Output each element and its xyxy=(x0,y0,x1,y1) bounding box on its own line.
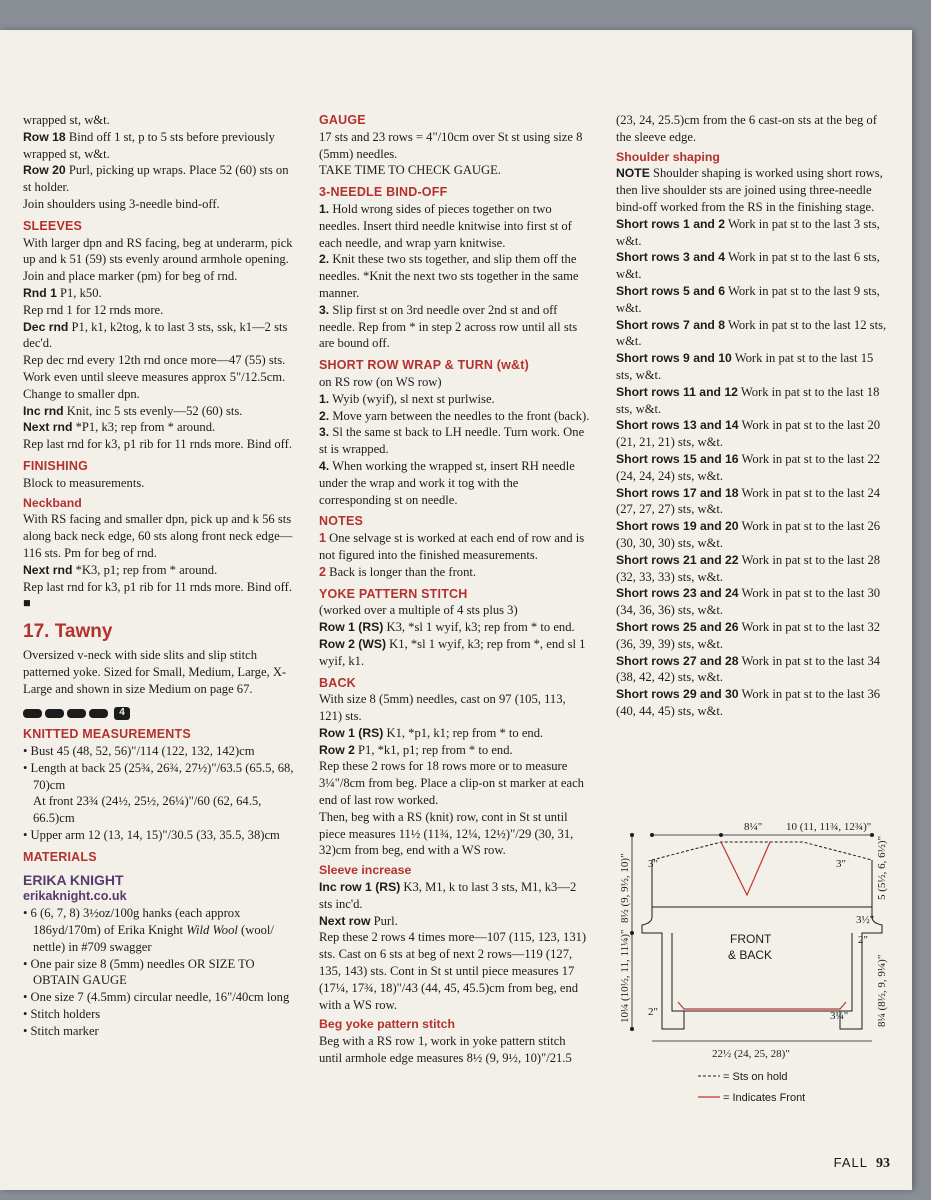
magazine-page xyxy=(0,30,912,1190)
dim-dot xyxy=(870,833,874,837)
dim-label-top-1: 8¼" xyxy=(744,821,763,833)
measurement-item: At front 23¾ (24½, 25½, 26¼)"/60 (62, 64.5, 66.5)cm xyxy=(33,794,262,826)
row-text: Knit, inc 5 sts evenly—52 (60) sts. xyxy=(63,403,243,418)
paragraph: With larger dpn and RS facing, beg at underarm, pick up and k 51 (59) sts evenly around armhole opening. Join and place marker (pm) for beg of rnd. xyxy=(23,235,293,284)
dim-label-right-mid1: 3½" xyxy=(856,914,875,926)
short-row-instruction xyxy=(616,552,890,586)
row-instruction xyxy=(23,419,295,436)
pattern-title: 17. Tawny xyxy=(23,621,113,643)
short-row-text: Work in pat st to the last 12 sts, w&t. xyxy=(616,317,887,349)
row-label: Row 2 (WS) xyxy=(319,636,387,651)
step xyxy=(319,458,591,508)
measurement-item: • Upper arm 12 (13, 14, 15)"/30.5 (33, 35.5, 38)cm xyxy=(23,828,280,843)
subheading-neckband: Neckband xyxy=(23,495,82,510)
section-heading-wrap-and-turn: SHORT ROW WRAP & TURN (w&t) xyxy=(319,358,530,373)
short-row-label: Short rows 23 and 24 xyxy=(616,586,739,601)
row-text: K3, M1, k to last 3 sts, M1, k3—2 sts inc'd. xyxy=(319,880,577,911)
short-row-text: Work in pat st to the last 30 (34, 36, 36) sts, w&t. xyxy=(616,586,881,618)
row-text: Bind off 1 st, p to 5 sts before previously wrapped st, w&t. xyxy=(23,129,275,161)
step xyxy=(319,391,591,408)
row-text: K1, *p1, k1; rep from * to end. xyxy=(383,725,544,740)
section-heading-gauge: GAUGE xyxy=(319,113,366,127)
yarn-brand: ERIKA KNIGHT xyxy=(23,871,124,888)
step-number: 2. xyxy=(319,252,330,267)
note-label: NOTE xyxy=(616,166,650,181)
row-instruction xyxy=(319,879,591,913)
row-label: Dec rnd xyxy=(23,319,69,334)
short-row-label: Short rows 9 and 10 xyxy=(616,351,732,366)
note-number: 2 xyxy=(319,564,327,579)
row-label: Rnd 1 xyxy=(23,285,57,300)
diagram-label-back: & BACK xyxy=(728,948,773,962)
material-item: • Stitch holders xyxy=(23,1007,101,1022)
paragraph: (23, 24, 25.5)cm from the 6 cast-on sts at the beg of the sleeve edge. xyxy=(616,113,877,144)
subheading-sleeve-increase: Sleeve increase xyxy=(319,863,412,878)
subheading-beg-yoke: Beg yoke pattern stitch xyxy=(319,1017,455,1032)
section-heading-sleeves: SLEEVES xyxy=(23,218,83,233)
legend-sts-on-hold: = Sts on hold xyxy=(723,1071,788,1083)
row-instruction xyxy=(23,129,295,163)
material-item: • Stitch marker xyxy=(23,1023,99,1038)
paragraph: (worked over a multiple of 4 sts plus 3) xyxy=(319,603,518,618)
row-instruction xyxy=(319,725,591,742)
short-row-label: Short rows 25 and 26 xyxy=(616,619,739,634)
short-row-instruction xyxy=(616,350,890,384)
row-instruction xyxy=(23,562,295,579)
dim-label-right-low: 3¼" xyxy=(830,1010,849,1022)
skill-bar xyxy=(23,709,42,718)
paragraph: Then, beg with a RS (knit) row, cont in St st until piece measures 11½ (11¾, 12¼, 12½)"/29 (30, 31, 32)cm from beg, end with a WS row. xyxy=(319,809,574,858)
dim-label-right-top: 5 (5½, 6, 6½)" xyxy=(876,835,888,900)
skill-bar xyxy=(45,709,64,718)
short-row-label: Short rows 11 and 12 xyxy=(616,384,738,399)
short-row-text: Work in pat st to the last 36 (40, 44, 45) sts, w&t. xyxy=(616,687,881,718)
note xyxy=(616,165,890,215)
section-heading-knitted-measurements: KNITTED MEASUREMENTS xyxy=(23,727,191,742)
paragraph: Rep these 2 rows for 18 rows more or to measure 3¼"/8cm from beg. Place a clip-on st marker at each end of last row worked. xyxy=(319,759,584,808)
row-instruction xyxy=(23,285,295,302)
short-row-label: Short rows 3 and 4 xyxy=(616,250,726,265)
step xyxy=(319,251,591,301)
step-text: Hold wrong sides of pieces together on two needles. Insert third needle knitwise into first st of each needle, and wrap yarn knitwise. xyxy=(319,201,572,250)
short-row-text: Work in pat st to the last 20 (21, 21, 21) sts, w&t. xyxy=(616,418,881,450)
column-2 xyxy=(319,112,591,1067)
row-label: Row 1 (RS) xyxy=(319,620,384,635)
row-label: Next rnd xyxy=(23,420,73,435)
dim-label-top-2: 10 (11, 11¾, 12¾)" xyxy=(786,821,872,833)
row-label: Row 20 xyxy=(23,163,66,178)
schematic-diagram xyxy=(610,815,895,1145)
short-row-text: Work in pat st to the last 6 sts, w&t. xyxy=(616,250,880,282)
row-text: K1, *sl 1 wyif, k3; rep from *, end sl 1 wyif, k1. xyxy=(319,636,586,668)
front-v-neck xyxy=(721,842,770,895)
paragraph: Rep last rnd for k3, p1 rib for 11 rnds more. Bind off. ■ xyxy=(23,579,292,611)
dim-label-left-2: 2" xyxy=(648,1006,658,1018)
dim-label-shoulder-left: 3" xyxy=(648,858,658,870)
row-text: P1, k50. xyxy=(56,285,102,300)
paragraph: Rep rnd 1 for 12 rnds more. xyxy=(23,302,164,317)
short-row-text: Work in pat st to the last 18 sts, w&t. xyxy=(616,384,880,416)
short-row-label: Short rows 19 and 20 xyxy=(616,519,739,534)
row-text: P1, *k1, p1; rep from * to end. xyxy=(354,742,513,757)
footer-season: FALL xyxy=(833,1155,868,1170)
page-number: 93 xyxy=(876,1156,890,1171)
short-row-text: Work in pat st to the last 24 (27, 27, 27) sts, w&t. xyxy=(616,485,881,517)
step-text: When working the wrapped st, insert RH needle under the wrap and work it tog with the corresponding st on needle. xyxy=(319,458,575,507)
short-row-text: Work in pat st to the last 3 sts, w&t. xyxy=(616,216,880,248)
row-text: *P1, k3; rep from * around. xyxy=(72,420,216,435)
dim-label-bottom: 22½ (24, 25, 28)" xyxy=(712,1048,790,1060)
paragraph: With RS facing and smaller dpn, pick up and k 56 sts along back neck edge, 60 sts along front neck edge—116 sts. Pm for beg of rnd. xyxy=(23,512,293,560)
section-heading-materials: MATERIALS xyxy=(23,849,97,864)
paragraph: TAKE TIME TO CHECK GAUGE. xyxy=(319,163,501,178)
row-instruction xyxy=(319,636,591,670)
step-text: Sl the same st back to LH needle. Turn work. One st is wrapped. xyxy=(319,425,585,457)
short-row-label: Short rows 5 and 6 xyxy=(616,283,726,298)
row-label: Inc row 1 (RS) xyxy=(319,880,401,895)
text-line: wrapped st, w&t. xyxy=(23,113,110,127)
short-row-instruction xyxy=(616,485,890,519)
paragraph: on RS row (on WS row) xyxy=(319,374,442,389)
short-row-label: Short rows 15 and 16 xyxy=(616,451,739,466)
short-row-label: Short rows 21 and 22 xyxy=(616,552,739,567)
short-row-instruction xyxy=(616,384,890,418)
dim-label-left-lower: 10¼ (10½, 11, 11¼)" xyxy=(619,929,631,1023)
step xyxy=(319,302,591,352)
section-heading-back: BACK xyxy=(319,675,356,690)
short-row-instruction xyxy=(616,283,890,317)
row-text: Purl. xyxy=(370,913,398,928)
dim-label-right-side: 8¼ (8½, 9, 9¼)" xyxy=(876,954,888,1027)
material-item: • One pair size 8 (5mm) needles OR SIZE TO OBTAIN GAUGE xyxy=(23,956,255,988)
short-row-instruction xyxy=(616,317,890,351)
short-row-text: Work in pat st to the last 9 sts, w&t. xyxy=(616,283,880,315)
yarn-name: Wild Wool xyxy=(186,923,238,938)
note-text: Back is longer than the front. xyxy=(326,564,477,579)
row-instruction xyxy=(319,913,591,930)
short-row-label: Short rows 13 and 14 xyxy=(616,418,739,433)
row-label: Row 18 xyxy=(23,129,66,144)
dim-dot xyxy=(630,833,634,837)
step xyxy=(319,201,591,251)
step-text: Knit these two sts together, and slip them off the needles. *Knit the next two sts together in the same manner. xyxy=(319,252,579,300)
material-item: • One size 7 (4.5mm) circular needle, 16"/40cm long xyxy=(23,990,290,1005)
step xyxy=(319,408,591,425)
paragraph: Rep these 2 rows 4 times more—107 (115, 123, 131) sts. Cast on 6 sts at beg of next 2 rows—119 (127, 135, 143) sts. Cont in St st until piece measures 17 (17¼, 17¾, 18)"/43 (44, 45, 45.5)cm from beg, end with a WS row. xyxy=(319,930,587,1012)
dim-dot xyxy=(630,1027,634,1031)
short-row-label: Short rows 27 and 28 xyxy=(616,653,739,668)
note xyxy=(319,564,591,581)
legend-indicates-front: = Indicates Front xyxy=(723,1092,806,1104)
step-number: 2. xyxy=(319,408,330,423)
note xyxy=(319,530,591,564)
short-row-text: Work in pat st to the last 28 (32, 33, 33) sts, w&t. xyxy=(616,552,881,584)
step-number: 1. xyxy=(319,201,330,216)
step-text: Wyib (wyif), sl next st purlwise. xyxy=(329,391,495,406)
dim-label-left-upper: 8½ (9, 9½, 10)" xyxy=(619,853,631,923)
short-row-text: Work in pat st to the last 32 (36, 39, 39) sts, w&t. xyxy=(616,619,881,651)
row-instruction xyxy=(319,742,591,759)
material-item xyxy=(23,905,295,955)
note-number: 1 xyxy=(319,531,327,546)
skill-bar xyxy=(89,709,108,718)
measurement-item: • Bust 45 (48, 52, 56)"/114 (122, 132, 142)cm xyxy=(23,744,255,759)
short-row-instruction xyxy=(616,451,890,485)
step-number: 1. xyxy=(319,391,330,406)
short-row-label: Short rows 29 and 30 xyxy=(616,687,739,702)
section-heading-finishing: FINISHING xyxy=(23,458,88,473)
row-instruction xyxy=(23,162,295,196)
diagram-label-front: FRONT xyxy=(730,932,772,946)
page-footer xyxy=(834,1155,890,1172)
measurement-item: • Length at back 25 (25¾, 26¾, 27½)"/63.5 (65.5, 68, 70)cm xyxy=(23,760,294,792)
short-rows-list xyxy=(616,216,890,720)
pattern-intro: Oversized v-neck with side slits and slip stitch patterned yoke. Sized for Small, Medium, Large, X-Large and shown in size Medium on page 67. xyxy=(23,647,287,696)
short-row-instruction xyxy=(616,686,890,720)
sweater-outline xyxy=(652,842,872,907)
row-instruction xyxy=(23,403,295,420)
short-row-instruction xyxy=(616,216,890,250)
short-row-instruction xyxy=(616,585,890,619)
skill-level-badge: 4 xyxy=(114,707,130,720)
row-label: Next row xyxy=(319,913,371,928)
short-row-instruction xyxy=(616,619,890,653)
paragraph: With size 8 (5mm) needles, cast on 97 (105, 113, 121) sts. xyxy=(319,692,566,724)
row-instruction xyxy=(23,319,295,353)
subheading-shoulder-shaping: Shoulder shaping xyxy=(616,149,720,164)
short-row-label: Short rows 7 and 8 xyxy=(616,317,726,332)
text: • 6 (6, 7, 8) 3½oz/100g hanks (each approx 186yd/170m) of Erika Knight xyxy=(23,906,241,938)
row-text: P1, k1, k2tog, k to last 3 sts, ssk, k1—2 sts dec'd. xyxy=(23,319,288,351)
step xyxy=(319,424,591,458)
short-row-instruction xyxy=(616,249,890,283)
step-text: Slip first st on 3rd needle over 2nd st and off needle. Rep from * in step 2 across row until all sts are bound off. xyxy=(319,302,578,351)
short-row-instruction xyxy=(616,518,890,552)
row-text: *K3, p1; rep from * around. xyxy=(72,562,218,577)
step-text: Move yarn between the needles to the front (back). xyxy=(329,408,590,423)
row-label: Next rnd xyxy=(23,562,73,577)
short-row-text: Work in pat st to the last 34 (38, 42, 42) sts, w&t. xyxy=(616,653,881,685)
dim-dot xyxy=(650,833,654,837)
paragraph: Block to measurements. xyxy=(23,475,145,490)
paragraph: Rep dec rnd every 12th rnd once more—47 (55) sts. Work even until sleeve measures approx 5"/12.5cm. Change to smaller dpn. xyxy=(23,353,286,401)
short-row-text: Work in pat st to the last 15 sts, w&t. xyxy=(616,351,874,382)
note-text: One selvage st is worked at each end of row and is not figured into the finished measurements. xyxy=(319,531,585,562)
short-row-instruction xyxy=(616,417,890,451)
note-text: Shoulder shaping is worked using short rows, then live shoulder sts are joined using three-needle bind-off worked from the RS in the finishing stage. xyxy=(616,166,883,214)
section-heading-notes: NOTES xyxy=(319,514,364,529)
skill-level-indicator xyxy=(23,707,295,720)
front-hem xyxy=(678,1002,846,1009)
yarn-website-link[interactable]: erikaknight.co.uk xyxy=(23,889,127,904)
paragraph: Beg with a RS row 1, work in yoke pattern stitch until armhole edge measures 8½ (9, 9½, 10)"/21.5 xyxy=(319,1034,572,1066)
text-line: Join shoulders using 3-needle bind-off. xyxy=(23,196,220,211)
text: (wool/ nettle) in #709 swagger xyxy=(33,923,274,954)
row-label: Row 2 xyxy=(319,742,355,757)
paragraph: Rep last rnd for k3, p1 rib for 11 rnds more. Bind off. xyxy=(23,437,292,452)
row-label: Row 1 (RS) xyxy=(319,725,384,740)
step-number: 3. xyxy=(319,302,330,317)
column-3 xyxy=(616,112,890,720)
skill-bar xyxy=(67,709,86,718)
short-row-label: Short rows 1 and 2 xyxy=(616,216,726,231)
row-text: K3, *sl 1 wyif, k3; rep from * to end. xyxy=(383,620,575,635)
row-text: Purl, picking up wraps. Place 52 (60) sts on st holder. xyxy=(23,163,289,195)
section-heading-yoke-pattern: YOKE PATTERN STITCH xyxy=(319,586,468,601)
dim-label-shoulder-right: 3" xyxy=(836,858,846,870)
row-label: Inc rnd xyxy=(23,403,64,418)
paragraph: 17 sts and 23 rows = 4"/10cm over St st using size 8 (5mm) needles. xyxy=(319,129,583,161)
short-row-instruction xyxy=(616,653,890,687)
column-1 xyxy=(23,112,295,1040)
dim-dot xyxy=(719,833,723,837)
step-number: 4. xyxy=(319,458,330,473)
row-instruction xyxy=(319,619,591,636)
short-row-text: Work in pat st to the last 22 (24, 24, 24) sts, w&t. xyxy=(616,451,881,483)
step-number: 3. xyxy=(319,425,330,440)
section-heading-3-needle-bind-off: 3-NEEDLE BIND-OFF xyxy=(319,185,448,200)
short-row-label: Short rows 17 and 18 xyxy=(616,485,739,500)
short-row-text: Work in pat st to the last 26 (30, 30, 30) sts, w&t. xyxy=(616,519,881,550)
dim-label-right-mid2: 2" xyxy=(858,934,868,946)
